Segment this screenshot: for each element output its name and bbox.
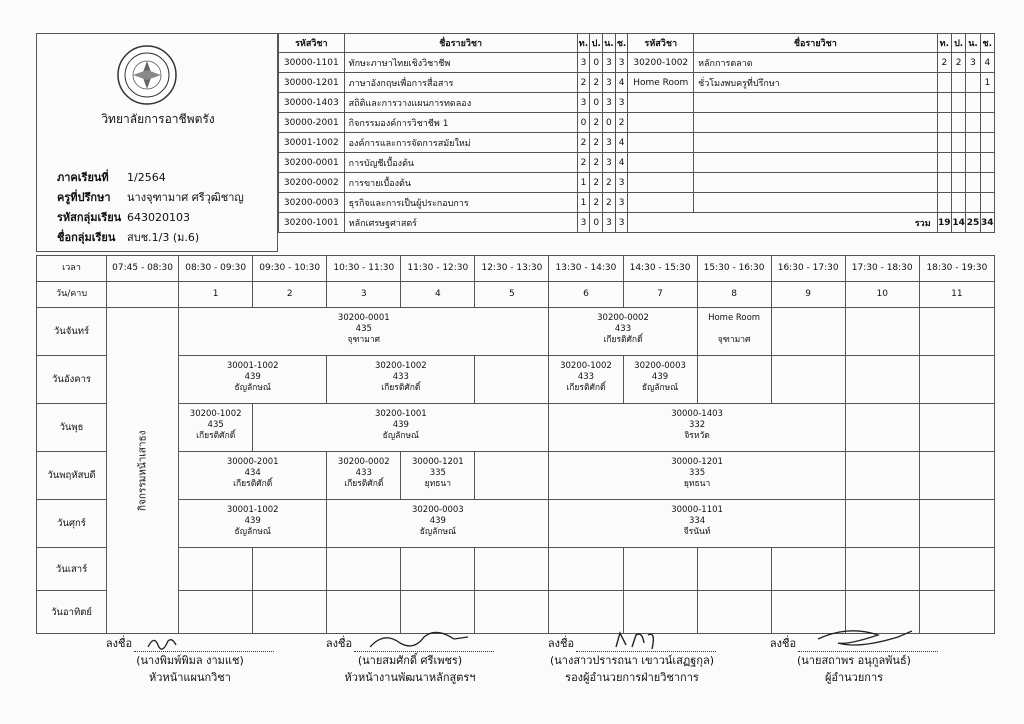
course-credit: 4 <box>615 133 628 153</box>
course-credit: 1 <box>577 173 590 193</box>
totals-value: 34 <box>980 213 994 233</box>
group-code-line: รหัสกลุ่มเรียน 643020103 <box>57 211 190 224</box>
signature-image <box>364 629 474 651</box>
course-credit: 3 <box>603 213 616 233</box>
course-credit: 0 <box>577 113 590 133</box>
course-code: 30000-1201 <box>279 73 345 93</box>
course-credit: 1 <box>577 193 590 213</box>
signer-name: (นายสมศักดิ์ ศรีเพชร) <box>357 654 463 667</box>
totals-value: 19 <box>937 213 951 233</box>
course-name: หลักการตลาด <box>694 53 938 73</box>
time-slot: 15:30 - 16:30 <box>697 256 771 282</box>
class-block: 30200-0003 439 ธัญลักษณ์ <box>327 500 549 548</box>
course-row <box>279 173 995 193</box>
class-block: Home Room จุฑามาศ <box>697 308 771 356</box>
course-code: 30200-0002 <box>279 173 345 193</box>
course-row <box>279 73 995 93</box>
signature-block: ลงชื่อ (นางพิมพ์พิมล งามแช) หัวหน้าแผนกวิชา <box>80 630 300 686</box>
course-credit: 2 <box>577 153 590 173</box>
course-credit <box>966 73 980 93</box>
course-code: Home Room <box>628 73 694 93</box>
totals-label: รวม <box>628 213 937 233</box>
course-credit: 2 <box>590 193 603 213</box>
signature-image <box>586 629 666 651</box>
course-name: สถิติและการวางแผนการทดลอง <box>344 93 577 113</box>
course-credit: 3 <box>577 53 590 73</box>
period-number: 2 <box>253 282 327 308</box>
course-code: 30001-1002 <box>279 133 345 153</box>
period-number: 6 <box>549 282 623 308</box>
course-credit: 0 <box>590 93 603 113</box>
period-number: 9 <box>771 282 845 308</box>
period-number: 10 <box>845 282 919 308</box>
course-name: กิจกรรมองค์การวิชาชีพ 1 <box>344 113 577 133</box>
course-credit: 2 <box>577 73 590 93</box>
totals-value: 14 <box>951 213 965 233</box>
course-code: 30000-2001 <box>279 113 345 133</box>
course-credit: 2 <box>951 53 965 73</box>
time-slot: 18:30 - 19:30 <box>919 256 994 282</box>
course-credit: 4 <box>615 153 628 173</box>
course-code: 30000-1403 <box>279 93 345 113</box>
signature-block: ลงชื่อ (นายสมศักดิ์ ศรีเพชร) หัวหน้างานพัฒนาหลักสูตรฯ <box>300 630 520 686</box>
day-row-fri: วันศุกร์ 30001-1002 439 ธัญลักษณ์ 30200-0003 439 ธัญลักษณ์ 30000-1101 334 จีรนันท์ <box>37 500 995 548</box>
totals-value: 25 <box>966 213 980 233</box>
course-credit: 4 <box>615 73 628 93</box>
signature-image <box>808 625 918 651</box>
course-credit: 3 <box>615 93 628 113</box>
course-credit: 2 <box>590 153 603 173</box>
course-row <box>279 213 995 233</box>
course-code: 30200-0003 <box>279 193 345 213</box>
time-slot: 12:30 - 13:30 <box>475 256 549 282</box>
class-block: 30001-1002 439 ธัญลักษณ์ <box>179 500 327 548</box>
advisor-line: ครูที่ปรึกษา นางจุฑามาศ ศรีวุฒิชาญ <box>57 191 244 204</box>
course-credit: 2 <box>590 73 603 93</box>
class-block: 30200-1002 433 เกียรติศักดิ์ <box>549 356 623 404</box>
time-slot: 09:30 - 10:30 <box>253 256 327 282</box>
class-block: 30200-0002 433 เกียรติศักดิ์ <box>549 308 697 356</box>
course-name: หลักเศรษฐศาสตร์ <box>344 213 577 233</box>
class-block: 30200-0002 433 เกียรติศักดิ์ <box>327 452 401 500</box>
course-credit: 2 <box>615 113 628 133</box>
signer-title: หัวหน้างานพัฒนาหลักสูตรฯ <box>344 671 476 684</box>
course-name: ธุรกิจและการเป็นผู้ประกอบการ <box>344 193 577 213</box>
time-slot: 17:30 - 18:30 <box>845 256 919 282</box>
course-credit: 0 <box>590 53 603 73</box>
course-credit: 3 <box>603 153 616 173</box>
class-block: 30200-0001 435 จุฑามาศ <box>179 308 549 356</box>
course-row <box>279 93 995 113</box>
course-credit <box>951 73 965 93</box>
course-credit: 3 <box>603 73 616 93</box>
course-code: 30200-0001 <box>279 153 345 173</box>
signer-name: (นายสถาพร อนุกูลพันธ์) <box>797 654 911 667</box>
day-row-wed: วันพุธ 30200-1002 435 เกียรติศักดิ์ 30200-1001 439 ธัญลักษณ์ 30000-1403 332 จิรหวัด <box>37 404 995 452</box>
course-row <box>279 153 995 173</box>
timetable-grid <box>36 255 995 634</box>
time-slot: 10:30 - 11:30 <box>327 256 401 282</box>
class-block: 30001-1002 439 ธัญลักษณ์ <box>179 356 327 404</box>
signature-block: ลงชื่อ (นายสถาพร อนุกูลพันธ์) ผู้อำนวยการ <box>744 630 964 686</box>
course-credit: 3 <box>966 53 980 73</box>
course-header-row: รหัสวิชา ชื่อรายวิชา ท. ป. น. ช. รหัสวิชา ชื่อรายวิชา ท. ป. น. ช. <box>279 34 995 53</box>
course-row <box>279 53 995 73</box>
time-slot: 11:30 - 12:30 <box>401 256 475 282</box>
day-row-tue: วันอังคาร 30001-1002 439 ธัญลักษณ์ 30200-1002 433 เกียรติศักดิ์ 30200-1002 433 เกียรติศักดิ์ 30200-0003 439 ธัญลักษณ์ <box>37 356 995 404</box>
course-credit: 3 <box>603 133 616 153</box>
course-credit: 0 <box>603 113 616 133</box>
period-row: วัน/คาบ 1 2 3 4 5 6 7 8 9 10 11 <box>37 282 995 308</box>
course-name: ชั่วโมงพบครูที่ปรึกษา <box>694 73 938 93</box>
course-credit: 0 <box>590 213 603 233</box>
course-credit: 2 <box>590 133 603 153</box>
course-credit: 3 <box>615 193 628 213</box>
course-name: การบัญชีเบื้องต้น <box>344 153 577 173</box>
period-number: 1 <box>179 282 253 308</box>
class-block: 30200-1001 439 ธัญลักษณ์ <box>253 404 549 452</box>
signer-title: รองผู้อำนวยการฝ่ายวิชาการ <box>565 671 699 684</box>
day-row-mon: วันจันทร์ กิจกรรมหน้าเสาธง 30200-0001 435 จุฑามาศ 30200-0002 433 เกียรติศักดิ์ Home Room จุฑามาศ <box>37 308 995 356</box>
class-block: 30000-1201 335 ยุทธนา <box>401 452 475 500</box>
class-block: 30000-1101 334 จีรนันท์ <box>549 500 845 548</box>
signer-name: (นางพิมพ์พิมล งามแช) <box>136 654 244 667</box>
course-credit: 3 <box>577 93 590 113</box>
signer-name: (นางสาวปรารถนา เขาวน์เสฏฐกุล) <box>549 654 715 667</box>
course-code: 30200-1001 <box>279 213 345 233</box>
class-block: 30000-2001 434 เกียรติศักดิ์ <box>179 452 327 500</box>
time-slot: 16:30 - 17:30 <box>771 256 845 282</box>
college-info-box <box>36 33 278 252</box>
class-block: 30000-1403 332 จิรหวัด <box>549 404 845 452</box>
course-name: ภาษาอังกฤษเพื่อการสื่อสาร <box>344 73 577 93</box>
class-block: 30200-0003 439 ธัญลักษณ์ <box>623 356 697 404</box>
time-slot: 14:30 - 15:30 <box>623 256 697 282</box>
college-name: วิทยาลัยการอาชีพตรัง <box>101 112 215 126</box>
course-credit: 2 <box>603 193 616 213</box>
course-code: 30000-1101 <box>279 53 345 73</box>
period-number: 8 <box>697 282 771 308</box>
signature-image <box>144 633 184 651</box>
signer-title: ผู้อำนวยการ <box>824 671 884 684</box>
period-number: 11 <box>919 282 994 308</box>
college-seal-icon <box>116 44 178 106</box>
course-credit: 2 <box>590 173 603 193</box>
course-credit <box>937 73 951 93</box>
time-row: เวลา 07:45 - 08:30 08:30 - 09:30 09:30 - 10:30 10:30 - 11:30 11:30 - 12:30 12:30 - 13:30 13:30 - 14:30 14:30 - 15:30 15:30 - 16:30 16:30 - 17:30 17:30 - 18:30 18:30 - 19:30 <box>37 256 995 282</box>
signer-title: หัวหน้าแผนกวิชา <box>149 671 231 684</box>
course-credit: 1 <box>980 73 994 93</box>
course-name: การขายเบื้องต้น <box>344 173 577 193</box>
period-number: 7 <box>623 282 697 308</box>
course-credit: 2 <box>590 113 603 133</box>
course-name: ทักษะภาษาไทยเชิงวิชาชีพ <box>344 53 577 73</box>
time-slot: 08:30 - 09:30 <box>179 256 253 282</box>
course-code: 30200-1002 <box>628 53 694 73</box>
course-credit: 3 <box>615 173 628 193</box>
signature-block: ลงชื่อ (นางสาวปรารถนา เขาวน์เสฏฐกุล) รองผู้อำนวยการฝ่ายวิชาการ <box>522 630 742 686</box>
class-block: 30200-1002 435 เกียรติศักดิ์ <box>179 404 253 452</box>
period-number: 4 <box>401 282 475 308</box>
day-row-sat: วันเสาร์ <box>37 548 995 591</box>
group-name-line: ชื่อกลุ่มเรียน สบช.1/3 (ม.6) <box>57 231 200 244</box>
course-row <box>279 133 995 153</box>
course-credit: 3 <box>603 93 616 113</box>
flag-activity-cell: กิจกรรมหน้าเสาธง <box>107 308 179 634</box>
course-credit: 3 <box>603 53 616 73</box>
class-block: 30200-1002 433 เกียรติศักดิ์ <box>327 356 475 404</box>
semester-line: ภาคเรียนที่ 1/2564 <box>57 171 166 184</box>
course-credit: 3 <box>615 213 628 233</box>
course-credit: 2 <box>937 53 951 73</box>
class-block: 30000-1201 335 ยุทธนา <box>549 452 845 500</box>
course-credit: 3 <box>615 53 628 73</box>
course-name: องค์การและการจัดการสมัยใหม่ <box>344 133 577 153</box>
course-table <box>278 33 995 233</box>
period-number: 3 <box>327 282 401 308</box>
period-number: 5 <box>475 282 549 308</box>
course-row <box>279 193 995 213</box>
course-credit: 4 <box>980 53 994 73</box>
day-row-sun: วันอาทิตย์ <box>37 591 995 634</box>
time-slot: 13:30 - 14:30 <box>549 256 623 282</box>
time-slot: 07:45 - 08:30 <box>107 256 179 282</box>
day-row-thu: วันพฤหัสบดี 30000-2001 434 เกียรติศักดิ์ 30200-0002 433 เกียรติศักดิ์ 30000-1201 335 ยุทธนา 30000-1201 335 ยุทธนา <box>37 452 995 500</box>
course-credit: 2 <box>603 173 616 193</box>
course-credit: 3 <box>577 213 590 233</box>
course-credit: 2 <box>577 133 590 153</box>
course-row <box>279 113 995 133</box>
